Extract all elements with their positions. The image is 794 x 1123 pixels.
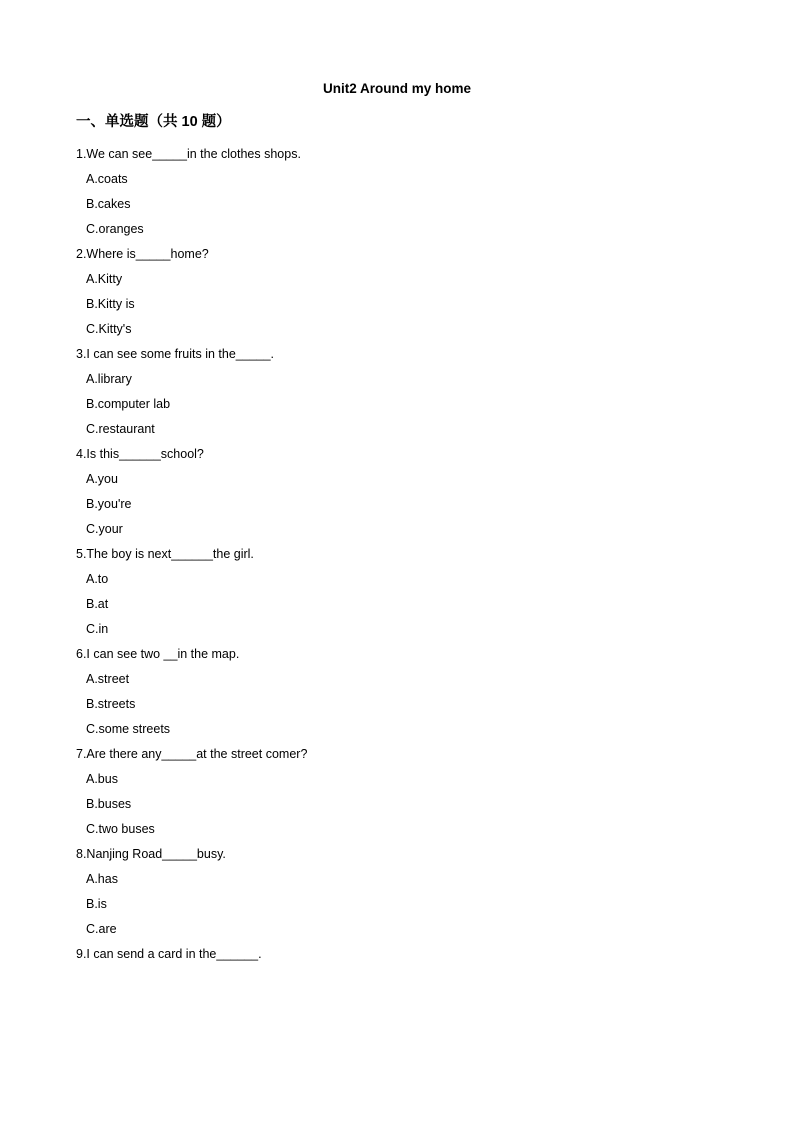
section-heading: 一、单选题（共 10 题） <box>76 114 231 130</box>
question-stem: 5.The boy is next______the girl. <box>76 547 254 561</box>
answer-option: A.you <box>86 472 118 486</box>
question-stem: 1.We can see_____in the clothes shops. <box>76 147 301 161</box>
question-stem: 2.Where is_____home? <box>76 247 209 261</box>
answer-option: C.some streets <box>86 722 171 736</box>
answer-option: C.two buses <box>86 822 155 836</box>
answer-option: B.computer lab <box>86 397 171 411</box>
question-stem: 3.I can see some fruits in the_____. <box>76 347 275 361</box>
question-stem: 4.Is this______school? <box>76 447 204 461</box>
answer-option: B.you're <box>86 497 132 511</box>
answer-option: C.are <box>86 922 117 936</box>
answer-option: A.bus <box>86 772 118 786</box>
answer-option: B.is <box>86 897 107 911</box>
answer-option: C.oranges <box>86 222 144 236</box>
answer-option: B.buses <box>86 797 132 811</box>
answer-option: A.has <box>86 872 118 886</box>
answer-option: A.Kitty <box>86 272 123 286</box>
question-stem: 7.Are there any_____at the street comer? <box>76 747 308 761</box>
answer-option: B.at <box>86 597 109 611</box>
answer-option: A.library <box>86 372 132 386</box>
answer-option: A.to <box>86 572 109 586</box>
answer-option: B.cakes <box>86 197 131 211</box>
question-stem: 6.I can see two __in the map. <box>76 647 240 661</box>
answer-option: C.restaurant <box>86 422 155 436</box>
document-title: Unit2 Around my home <box>322 81 471 96</box>
answer-option: C.Kitty's <box>86 322 132 336</box>
question-stem: 8.Nanjing Road_____busy. <box>76 847 226 861</box>
question-stem: 9.I can send a card in the______. <box>76 947 262 961</box>
answer-option: B.Kitty is <box>86 297 135 311</box>
answer-option: B.streets <box>86 697 136 711</box>
answer-option: A.street <box>86 672 130 686</box>
answer-option: C.in <box>86 622 109 636</box>
answer-option: C.your <box>86 522 123 536</box>
answer-option: A.coats <box>86 172 128 186</box>
question-list <box>76 145 716 970</box>
